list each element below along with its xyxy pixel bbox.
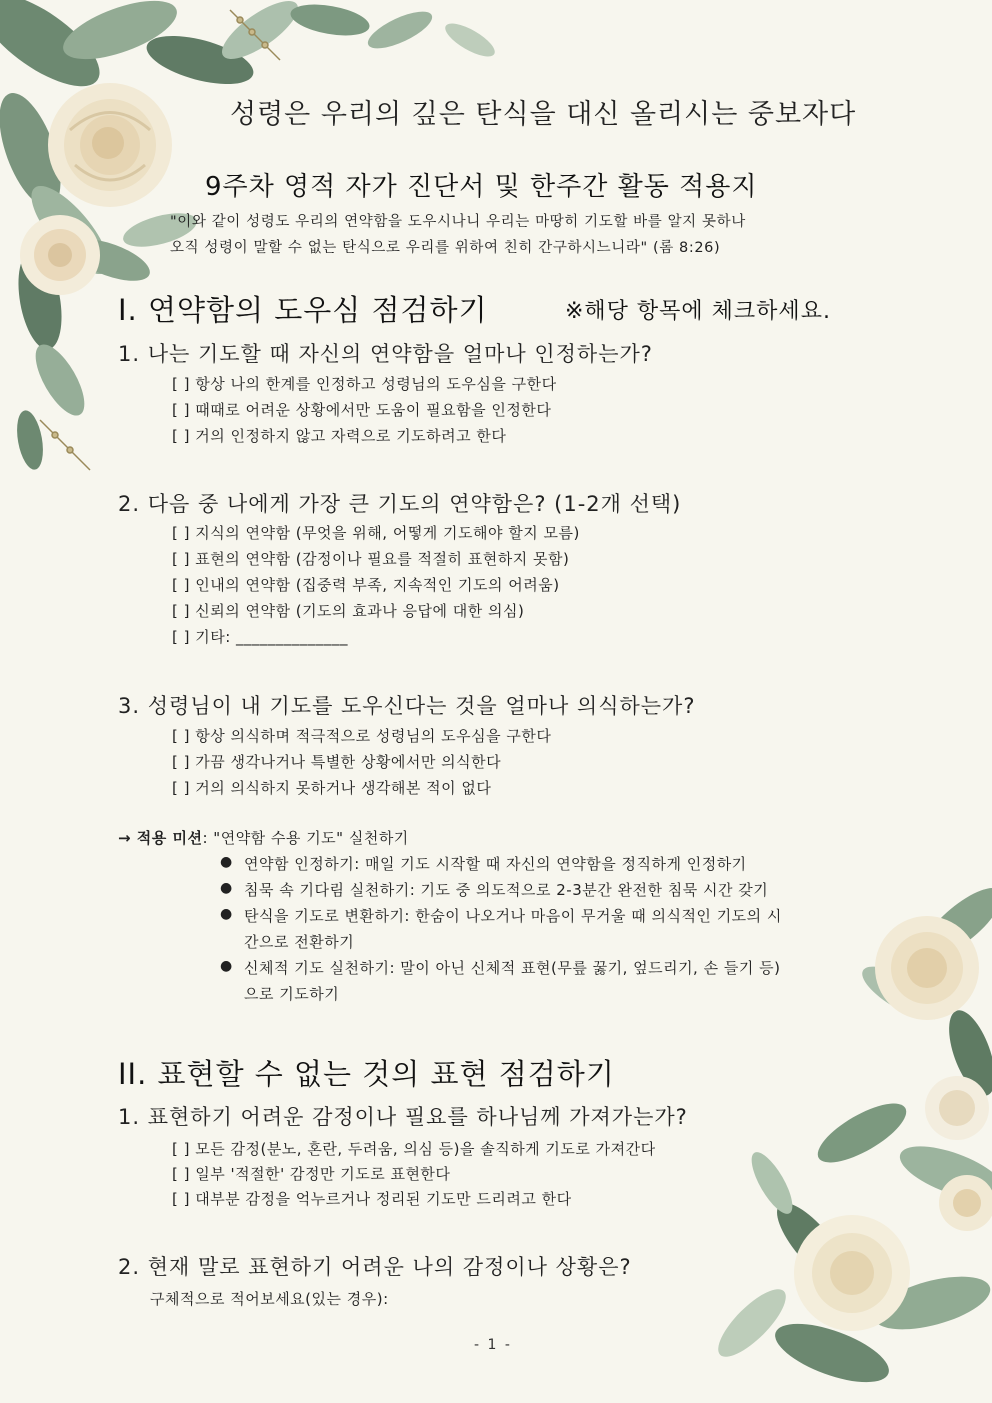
page-number: - 1 - xyxy=(474,1337,512,1353)
section-2-heading: II. 표현할 수 없는 것의 표현 점검하기 xyxy=(118,1057,615,1091)
s1-q2-option[interactable]: [ ] 지식의 연약함 (무엇을 위해, 어떻게 기도해야 할지 모름) xyxy=(172,524,580,542)
page-title: 성령은 우리의 깊은 탄식을 대신 올리시는 중보자다 xyxy=(230,99,857,130)
s1-q1-question: 1. 나는 기도할 때 자신의 연약함을 얼마나 인정하는가? xyxy=(118,342,653,366)
mission-heading xyxy=(118,827,409,848)
section-1-note: ※해당 항목에 체크하세요. xyxy=(565,299,831,324)
s1-q2-option[interactable]: [ ] 인내의 연약함 (집중력 부족, 지속적인 기도의 어려움) xyxy=(172,576,560,594)
s1-q3-question: 3. 성령님이 내 기도를 도우신다는 것을 얼마나 의식하는가? xyxy=(118,694,696,718)
s1-q3-option[interactable]: [ ] 가끔 생각나거나 특별한 상황에서만 의식한다 xyxy=(172,753,502,771)
bullet-dot: ● xyxy=(220,958,233,974)
page-subtitle: 9주차 영적 자가 진단서 및 한주간 활동 적용지 xyxy=(205,172,758,202)
s1-q2-option-other[interactable]: [ ] 기타: ______________ xyxy=(172,628,349,646)
section-1-heading: I. 연약함의 도우심 점검하기 xyxy=(118,293,488,327)
s1-q2-option[interactable]: [ ] 표현의 연약함 (감정이나 필요를 적절히 표현하지 못함) xyxy=(172,550,570,568)
s2-q1-option[interactable]: [ ] 대부분 감정을 억누르거나 정리된 기도만 드리려고 한다 xyxy=(172,1190,572,1208)
s2-q1-question: 1. 표현하기 어려운 감정이나 필요를 하나님께 가져가는가? xyxy=(118,1105,688,1129)
bullet-dot: ● xyxy=(220,880,233,896)
s1-q2-option[interactable]: [ ] 신뢰의 연약함 (기도의 효과나 응답에 대한 의심) xyxy=(172,602,525,620)
mission-item: 침묵 속 기다림 실천하기: 기도 중 의도적으로 2-3분간 완전한 침묵 시간 갖기 xyxy=(244,881,769,899)
mission-item-continued: 간으로 전환하기 xyxy=(244,933,355,951)
verse-line-1: "이와 같이 성령도 우리의 연약함을 도우시나니 우리는 마땅히 기도할 바를 알지 못하나 xyxy=(170,214,746,230)
s1-q1-option[interactable]: [ ] 항상 나의 한계를 인정하고 성령님의 도우심을 구한다 xyxy=(172,375,557,393)
bullet-dot: ● xyxy=(220,854,233,870)
verse-line-2: 오직 성령이 말할 수 없는 탄식으로 우리를 위하여 친히 간구하시느니라" (롬 8:26) xyxy=(170,240,721,256)
mission-title: : "연약함 수용 기도" 실천하기 xyxy=(202,829,409,847)
s2-q2-question: 2. 현재 말로 표현하기 어려운 나의 감정이나 상황은? xyxy=(118,1255,632,1279)
mission-item: 신체적 기도 실천하기: 말이 아닌 신체적 표현(무릎 꿇기, 엎드리기, 손 들기 등) xyxy=(244,959,781,977)
mission-item-continued: 으로 기도하기 xyxy=(244,985,340,1003)
s1-q1-option[interactable]: [ ] 때때로 어려운 상황에서만 도움이 필요함을 인정한다 xyxy=(172,401,552,419)
s1-q1-option[interactable]: [ ] 거의 인정하지 않고 자력으로 기도하려고 한다 xyxy=(172,427,507,445)
mission-label: → 적용 미션 xyxy=(118,829,203,847)
mission-item: 연약함 인정하기: 매일 기도 시작할 때 자신의 연약함을 정직하게 인정하기 xyxy=(244,855,747,873)
mission-item: 탄식을 기도로 변환하기: 한숨이 나오거나 마음이 무거울 때 의식적인 기도의 시 xyxy=(244,907,782,925)
bullet-dot: ● xyxy=(220,906,233,922)
s1-q3-option[interactable]: [ ] 항상 의식하며 적극적으로 성령님의 도우심을 구한다 xyxy=(172,727,552,745)
s1-q2-question: 2. 다음 중 나에게 가장 큰 기도의 연약함은? (1-2개 선택) xyxy=(118,492,682,516)
s2-q2-prompt: 구체적으로 적어보세요(있는 경우): xyxy=(150,1290,389,1308)
s1-q3-option[interactable]: [ ] 거의 의식하지 못하거나 생각해본 적이 없다 xyxy=(172,779,492,797)
s2-q1-option[interactable]: [ ] 모든 감정(분노, 혼란, 두려움, 의심 등)을 솔직하게 기도로 가져간다 xyxy=(172,1140,656,1158)
s2-q1-option[interactable]: [ ] 일부 '적절한' 감정만 기도로 표현한다 xyxy=(172,1165,451,1183)
